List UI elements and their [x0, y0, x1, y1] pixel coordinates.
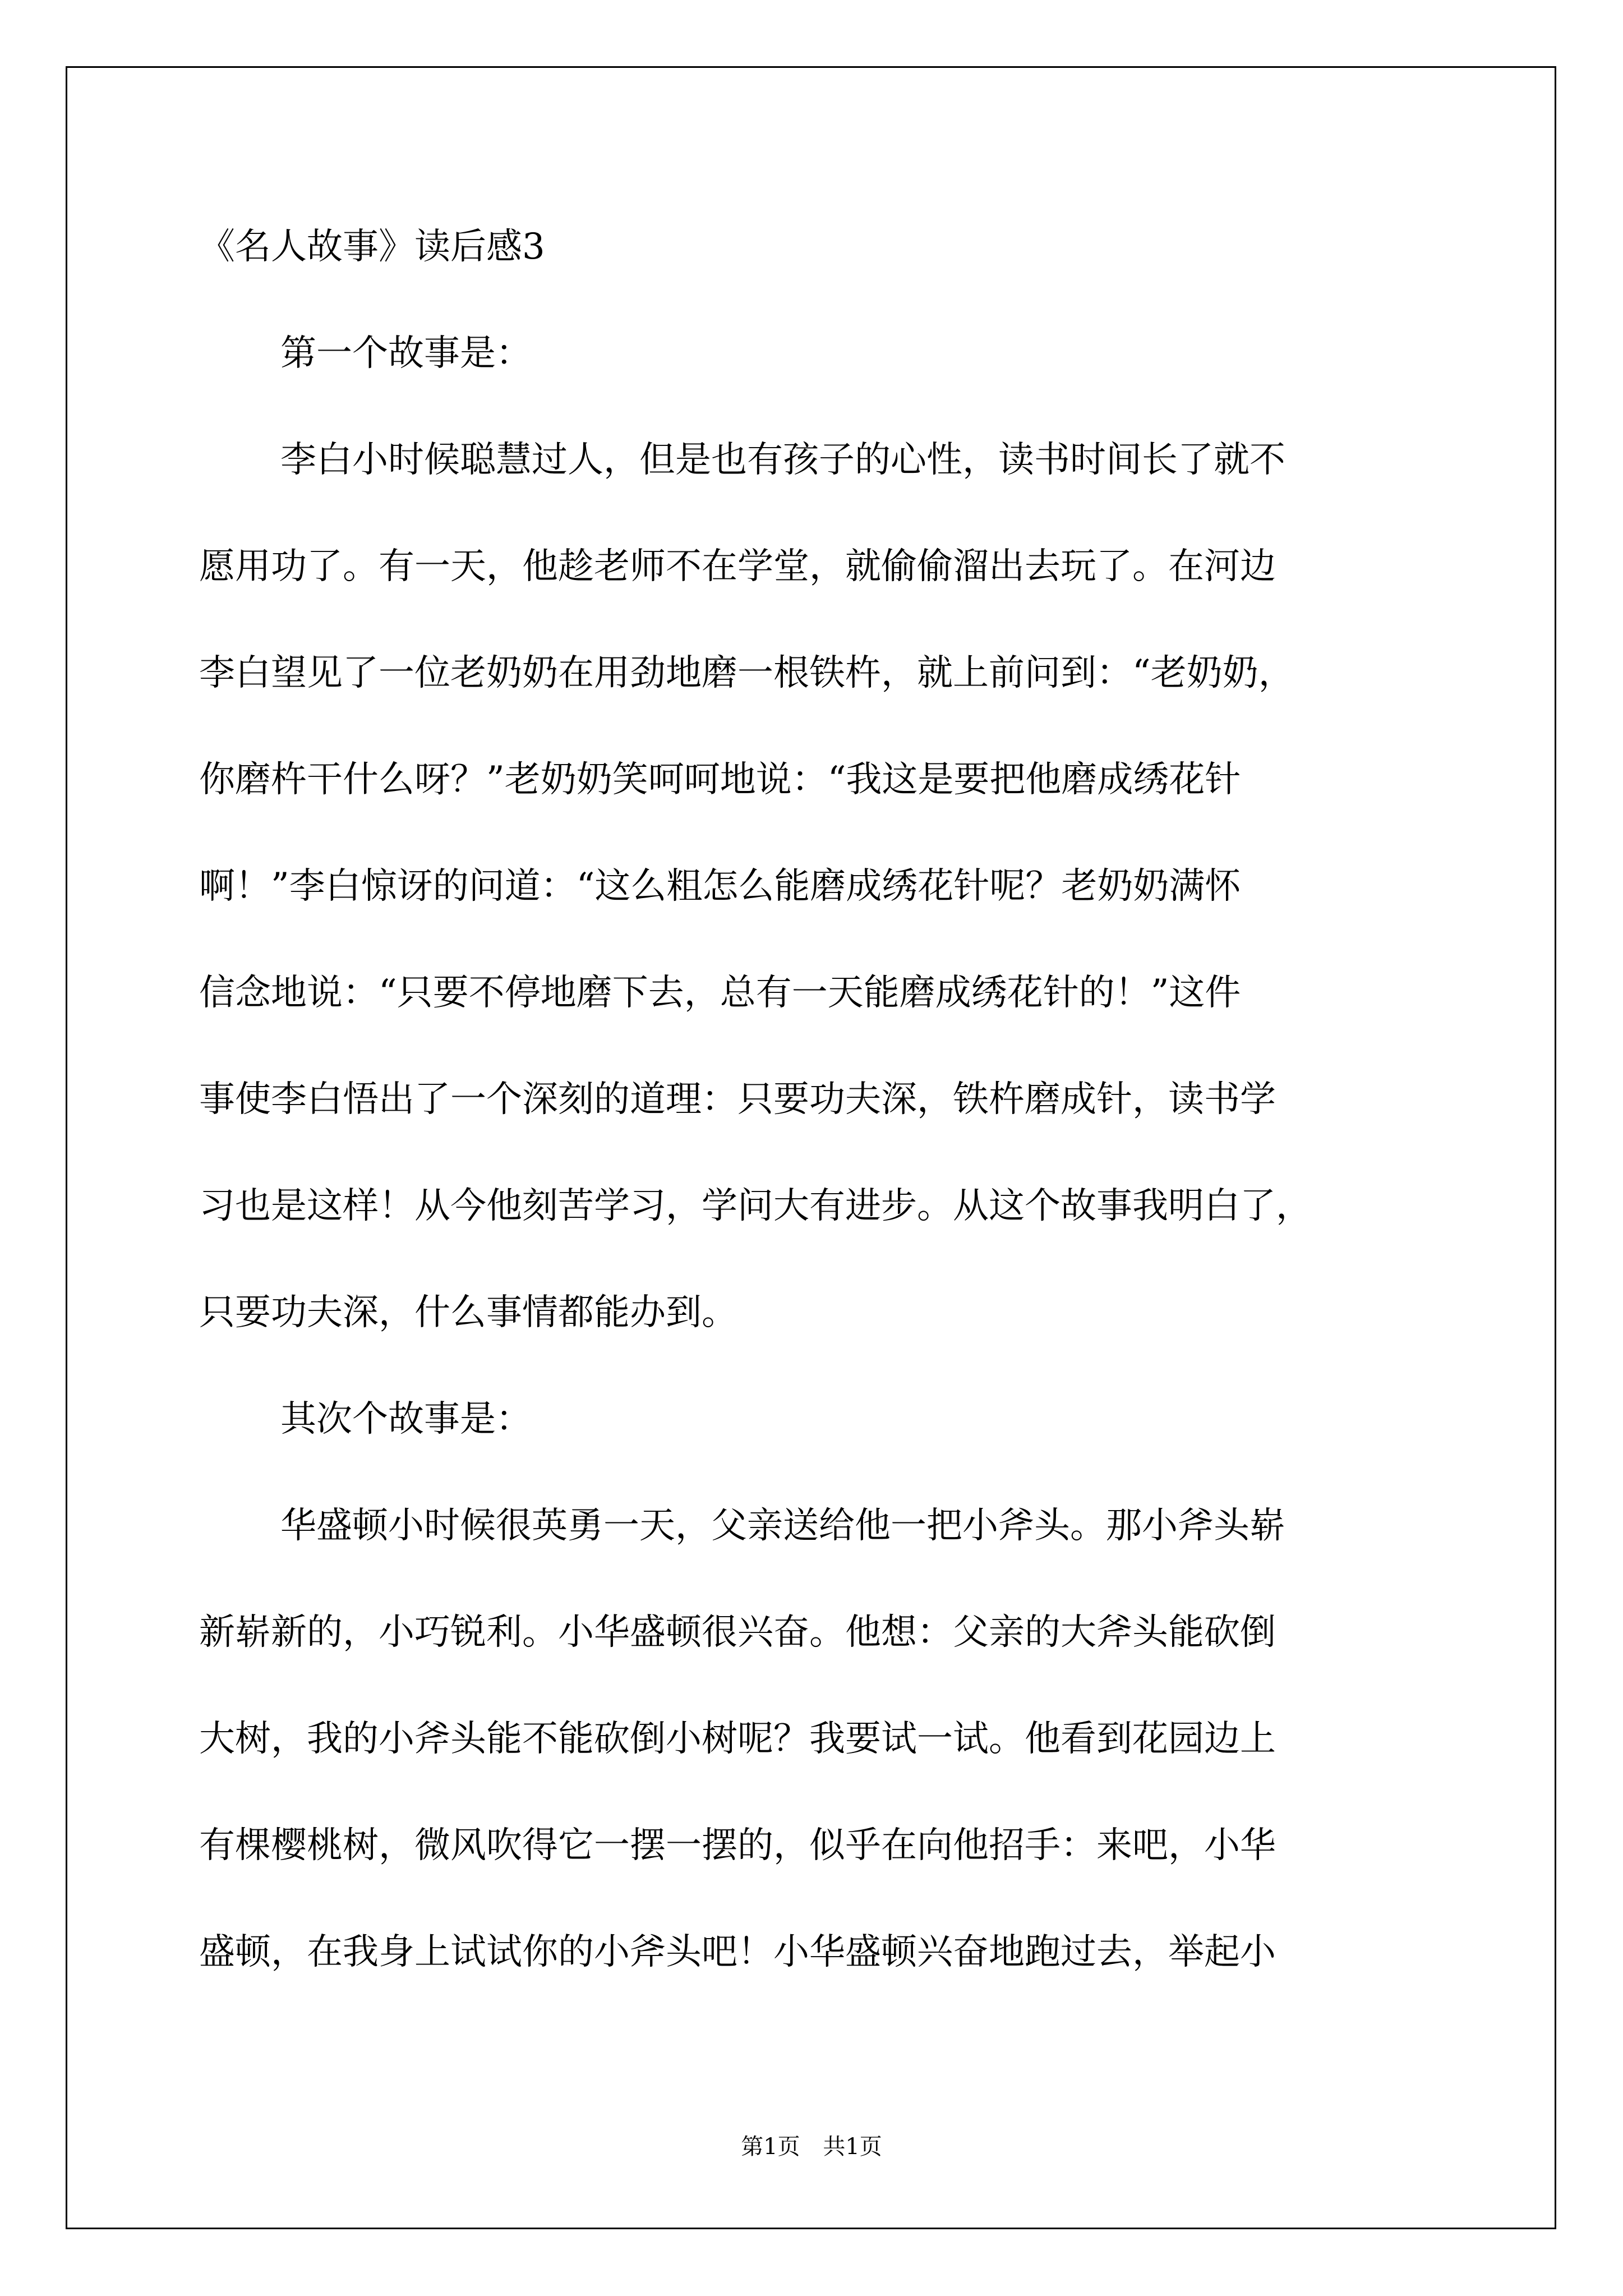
paragraph-line: 大树，我的小斧头能不能砍倒小树呢？我要试一试。他看到花园边上	[199, 1718, 1276, 1760]
page-footer	[0, 2129, 1623, 2161]
paragraph-line: 事使李白悟出了一个深刻的道理：只要功夫深，铁杵磨成针，读书学	[199, 1079, 1276, 1120]
paragraph-line: 啊！”李白惊讶的问道：“这么粗怎么能磨成绣花针呢？老奶奶满怀	[199, 866, 1241, 907]
paragraph-line: 有棵樱桃树，微风吹得它一摆一摆的，似乎在向他招手：来吧，小华	[199, 1825, 1276, 1866]
paragraph-line: 习也是这样！从今他刻苦学习，学问大有进步。从这个故事我明白了，	[199, 1185, 1312, 1227]
page-frame	[66, 66, 1556, 2229]
paragraph-line: 第一个故事是：	[280, 333, 532, 374]
page-number: 第1页	[741, 2134, 800, 2160]
paragraph-line: 其次个故事是：	[280, 1398, 532, 1440]
document-title: 《名人故事》读后感3	[199, 226, 545, 268]
paragraph-line: 信念地说：“只要不停地磨下去，总有一天能磨成绣花针的！”这件	[199, 972, 1241, 1014]
paragraph-line: 新崭新的，小巧锐利。小华盛顿很兴奋。他想：父亲的大斧头能砍倒	[199, 1612, 1276, 1653]
paragraph-line: 盛顿，在我身上试试你的小斧头吧！小华盛顿兴奋地跑过去，举起小	[199, 1931, 1276, 1973]
page-total: 共1页	[823, 2134, 882, 2160]
paragraph-line: 李白望见了一位老奶奶在用劲地磨一根铁杵，就上前问到：“老奶奶，	[199, 652, 1294, 694]
paragraph-line: 你磨杵干什么呀？”老奶奶笑呵呵地说：“我这是要把他磨成绣花针	[199, 759, 1241, 800]
paragraph-line: 华盛顿小时候很英勇一天，父亲送给他一把小斧头。那小斧头崭	[280, 1505, 1285, 1547]
paragraph-line: 只要功夫深，什么事情都能办到。	[199, 1292, 737, 1333]
paragraph-line: 李白小时候聪慧过人，但是也有孩子的心性，读书时间长了就不	[280, 439, 1285, 481]
paragraph-line: 愿用功了。有一天，他趁老师不在学堂，就偷偷溜出去玩了。在河边	[199, 546, 1276, 587]
